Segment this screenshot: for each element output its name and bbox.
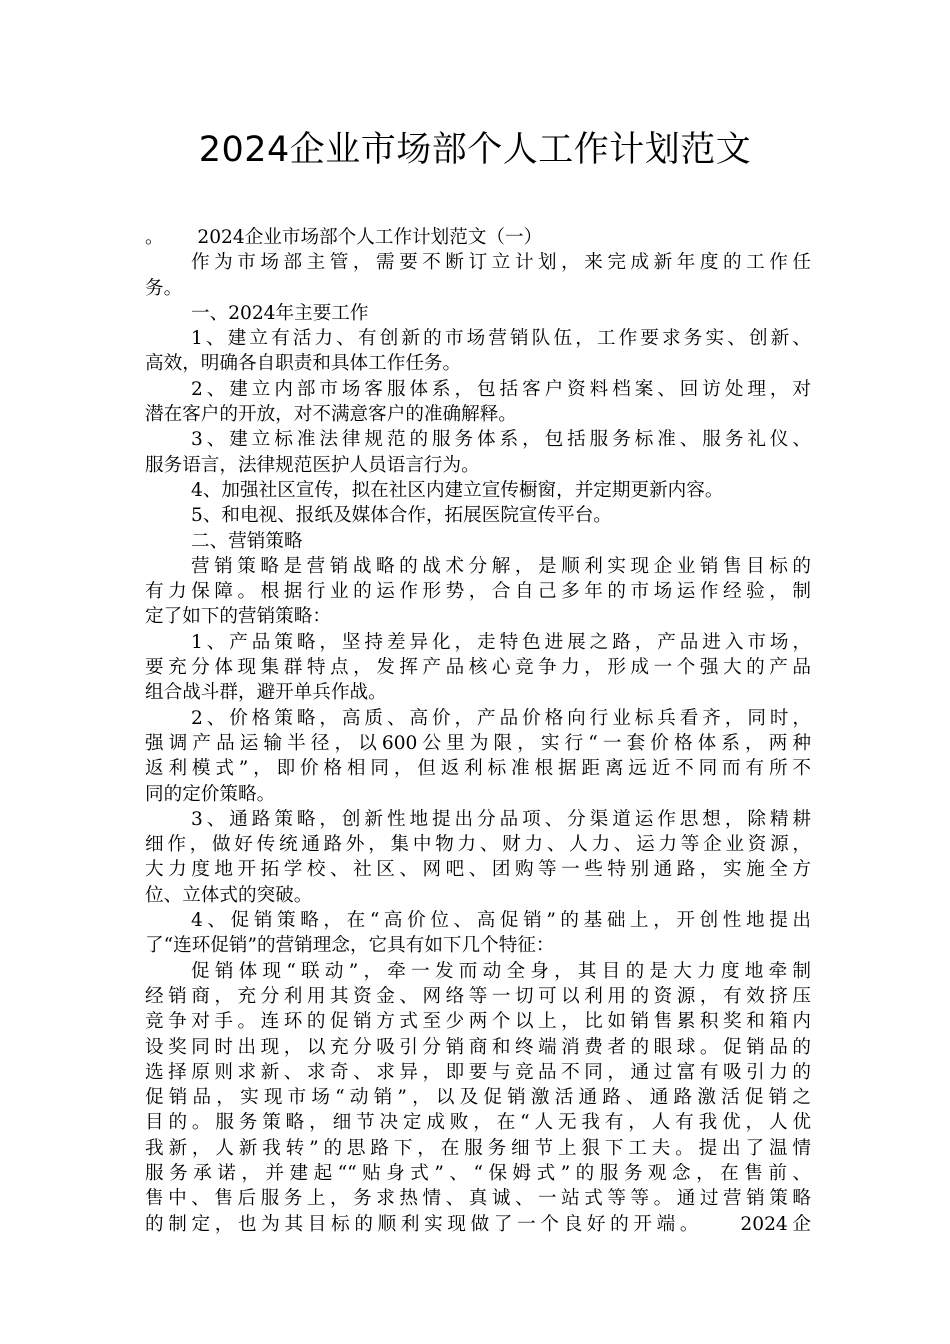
paragraph-line: 经销商，充分利用其资金、网络等一切可以利用的资源，有效挤压 <box>145 985 811 1007</box>
paragraph-line: 返利模式”，即价格相同，但返利标准根据距离远近不同而有所不 <box>145 758 811 780</box>
paragraph-line: 细作，做好传统通路外，集中物力、财力、人力、运力等企业资源， <box>145 834 811 856</box>
section-heading: 。 2024企业市场部个人工作计划范文（一） <box>145 227 543 248</box>
paragraph-line: 位、立体式的突破。 <box>145 884 313 906</box>
document-title: 2024企业市场部个人工作计划范文 <box>198 130 752 170</box>
paragraph-line: 高效，明确各自职责和具体工作任务。 <box>145 353 462 375</box>
paragraph-line: 务。 <box>145 277 183 299</box>
paragraph-line: 2、建立内部市场客服体系，包括客户资料档案、回访处理，对 <box>191 378 811 400</box>
paragraph-line: 1、产品策略，坚持差异化，走特色进展之路，产品进入市场， <box>191 631 811 653</box>
paragraph-line: 促销体现“联动”，牵一发而动全身，其目的是大力度地牵制 <box>191 960 811 982</box>
paragraph-line: 选择原则求新、求奇、求异，即要与竞品不同，通过富有吸引力的 <box>145 1061 811 1083</box>
section-heading: 一、2024年主要工作 <box>191 302 369 324</box>
paragraph-line: 服务语言，法律规范医护人员语言行为。 <box>145 454 480 476</box>
paragraph-line: 4、加强社区宣传，拟在社区内建立宣传橱窗，并定期更新内容。 <box>191 479 724 501</box>
paragraph-line: 有力保障。根据行业的运作形势，合自己多年的市场运作经验，制 <box>145 581 811 603</box>
document-body <box>145 225 811 1237</box>
paragraph-line: 4、促销策略，在“高价位、高促销”的基础上，开创性地提出 <box>191 910 811 932</box>
paragraph-line: 3、通路策略，创新性地提出分品项、分渠道运作思想，除精耕 <box>191 808 811 830</box>
section-heading: 二、营销策略 <box>191 530 303 552</box>
paragraph-line: 服务承诺，并建起““贴身式”、“保姆式”的服务观念，在售前、 <box>145 1162 811 1184</box>
paragraph-line: 要充分体现集群特点，发挥产品核心竞争力，形成一个强大的产品 <box>145 657 811 679</box>
paragraph-line: 强调产品运输半径，以600公里为限，实行“一套价格体系，两种 <box>145 732 811 754</box>
paragraph-line: 促销品，实现市场“动销”，以及促销激活通路、通路激活促销之 <box>145 1087 811 1109</box>
paragraph-line: 售中、售后服务上，务求热情、真诚、一站式等等。通过营销策略 <box>145 1188 811 1210</box>
paragraph-line: 设奖同时出现，以充分吸引分销商和终端消费者的眼球。促销品的 <box>145 1036 811 1058</box>
paragraph-line: 2、价格策略，高质、高价，产品价格向行业标兵看齐，同时， <box>191 707 811 729</box>
paragraph-line: 潜在客户的开放，对不满意客户的准确解释。 <box>145 404 517 426</box>
paragraph-line: 1、建立有活力、有创新的市场营销队伍，工作要求务实、创新、 <box>191 328 811 350</box>
paragraph-line: 我新，人新我转”的思路下，在服务细节上狠下工夫。提出了温情 <box>145 1137 811 1159</box>
paragraph-line: 营销策略是营销战略的战术分解，是顺利实现企业销售目标的 <box>191 555 811 577</box>
paragraph-line: 的制定，也为其目标的顺利实现做了一个良好的开端。 2024企 <box>145 1213 811 1235</box>
paragraph-line: 大力度地开拓学校、社区、网吧、团购等一些特别通路，实施全方 <box>145 859 811 881</box>
paragraph-line: 5、和电视、报纸及媒体合作，拓展医院宣传平台。 <box>191 505 612 527</box>
paragraph-line: 同的定价策略。 <box>145 783 276 805</box>
paragraph-line: 了“连环促销”的营销理念，它具有如下几个特征： <box>145 935 555 957</box>
paragraph-line: 定了如下的营销策略： <box>145 606 331 628</box>
paragraph-line: 竞争对手。连环的促销方式至少两个以上，比如销售累积奖和箱内 <box>145 1011 811 1033</box>
paragraph-line: 作为市场部主管，需要不断订立计划，来完成新年度的工作任 <box>191 252 811 274</box>
paragraph-line: 3、建立标准法律规范的服务体系，包括服务标准、服务礼仪、 <box>191 429 811 451</box>
paragraph-line: 组合战斗群，避开单兵作战。 <box>145 682 387 704</box>
paragraph-line: 目的。服务策略，细节决定成败，在“人无我有，人有我优，人优 <box>145 1112 811 1134</box>
